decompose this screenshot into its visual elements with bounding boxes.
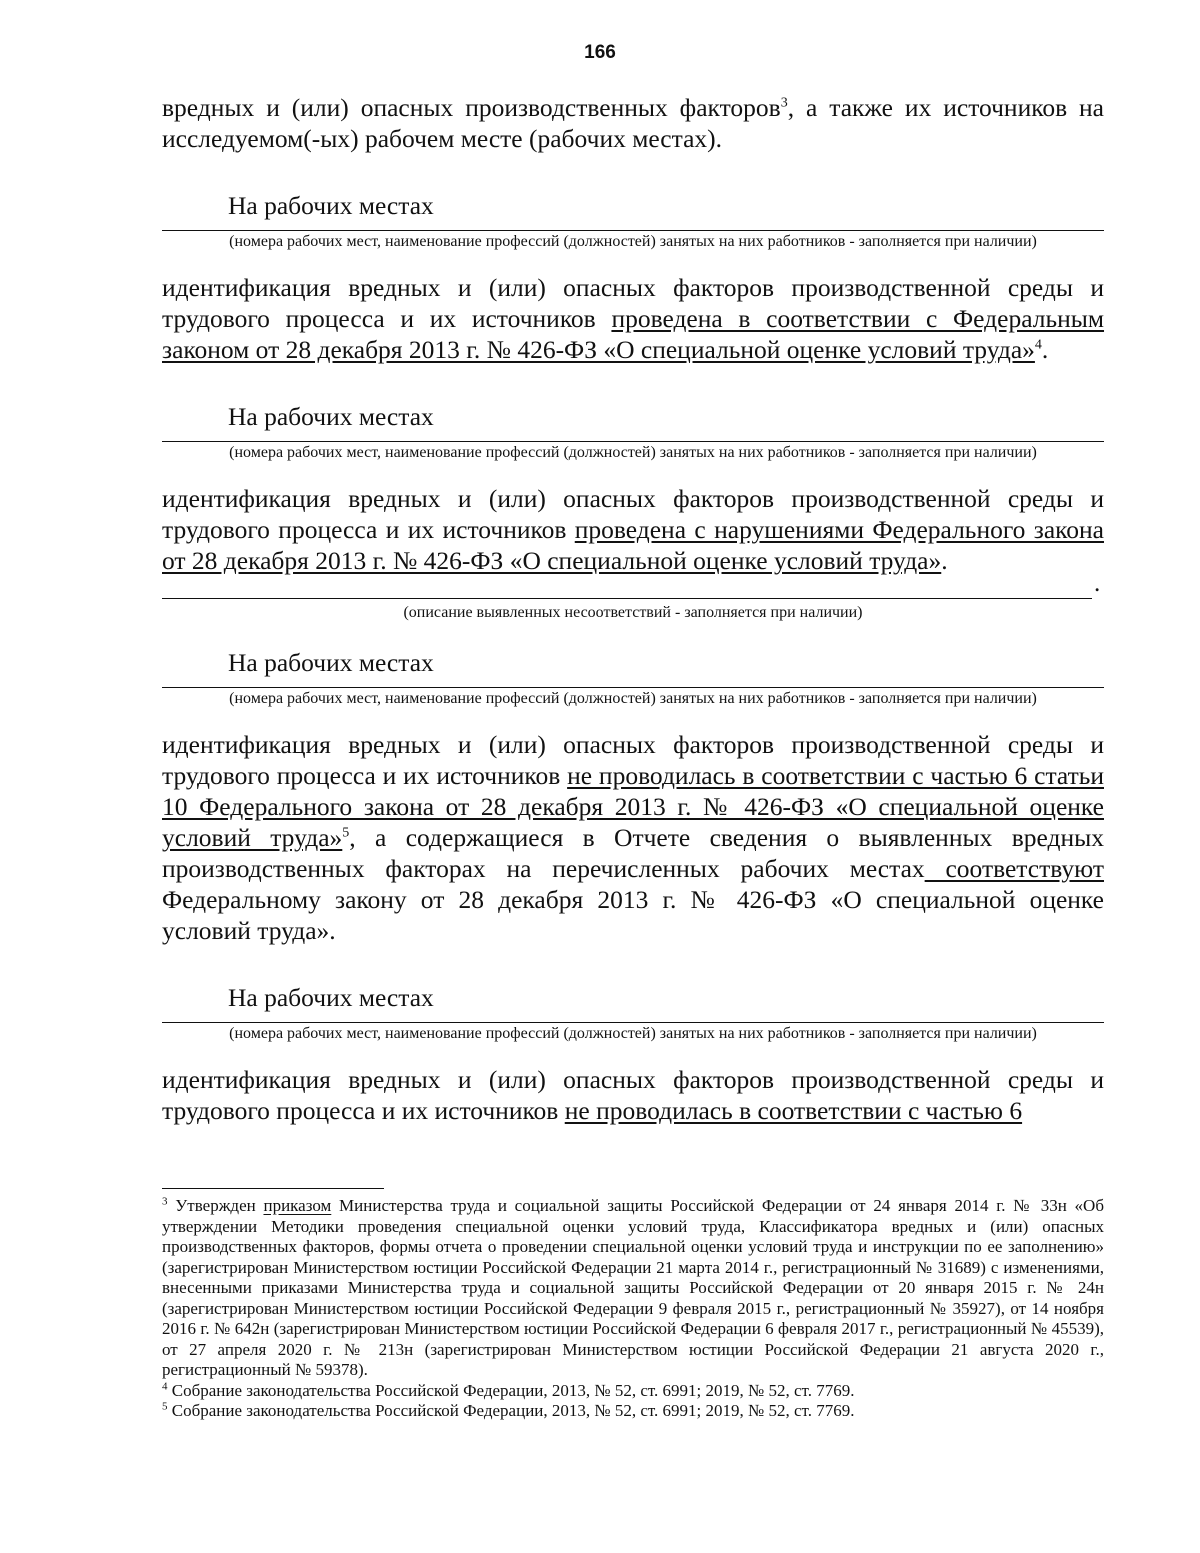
workplaces-hint: (номера рабочих мест, наименование профессий (должностей) занятых на них работников - заполняется при наличии) <box>229 1025 1037 1042</box>
paragraph-tail: . <box>1041 335 1049 364</box>
paragraph-tail: Федеральному закону от 28 декабря 2013 г. № 426-ФЗ «О специальной оценке условий труда». <box>162 885 1104 945</box>
footnote-3 <box>162 1196 1104 1381</box>
identification-paragraph-4 <box>162 1064 1104 1126</box>
workplaces-label: На рабочих местах <box>228 402 434 431</box>
line-end-period: . <box>1094 570 1101 597</box>
footnote-4 <box>162 1381 1104 1402</box>
footnote-number: 4 <box>162 1379 168 1392</box>
workplaces-fill-line <box>162 1022 1104 1023</box>
workplaces-label: На рабочих местах <box>228 983 434 1012</box>
paragraph-tail: . <box>941 546 948 575</box>
workplaces-fill-line <box>162 230 1104 231</box>
discrepancy-hint: (описание выявленных несоответствий - заполняется при наличии) <box>403 604 863 621</box>
order-link[interactable]: приказом <box>263 1196 332 1215</box>
footnote-ref-4[interactable]: 4 <box>1034 337 1042 353</box>
footnote-separator <box>162 1188 384 1189</box>
identification-paragraph-1 <box>162 272 1104 365</box>
page-number: 166 <box>584 42 616 63</box>
paragraph-text: идентификация вредных и (или) опасных факторов производственной среды и трудового процесса и их источников <box>162 273 1104 333</box>
footnote-5 <box>162 1401 1104 1422</box>
discrepancy-fill-row <box>162 570 1104 602</box>
footnote-text: Собрание законодательства Российской Федерации, 2013, № 52, ст. 6991; 2019, № 52, ст. 7769. <box>167 1380 855 1400</box>
footnote-text: Собрание законодательства Российской Федерации, 2013, № 52, ст. 6991; 2019, № 52, ст. 7769. <box>167 1401 855 1420</box>
underlined-text-2: соответствуют <box>924 854 1104 883</box>
underlined-text: не проводилась в соответствии с частью 6 статьи 10 Федерального закона от 28 декабря 2013 г. № 426-ФЗ «О специальной оценке условий труда» <box>162 761 1104 852</box>
footnote-text: Министерства труда и социальной защиты Российской Федерации от 24 января 2014 г. № 33н «Об утверждении Методики проведения специальной оценки условий труда, Классификатора вредных и (или) опасных производственных факторов, формы отчета о проведении специальной оценки условий труда и инструкции по ее заполнению» (зарегистрирован Министерством юстиции Российской Федерации 21 марта 2014 г., регистрационный № 31689) с изменениями, внесенными приказами Министерства труда и социальной защиты Российской Федерации от 20 января 2015 г. № 24н (зарегистрирован Министерством юстиции Российской Федерации 9 февраля 2015 г., регистрационный № 35927), от 14 ноября 2016 г. № 642н (зарегистрирован Министерством юстиции Российской Федерации 6 февраля 2017 г., регистрационный № 45539), от 27 апреля 2020 г. № 213н (зарегистрирован Министерством юстиции Российской Федерации 21 августа 2020 г., регистрационный № 59378). <box>162 1196 1104 1379</box>
intro-paragraph <box>162 92 1104 154</box>
footnote-text: Утвержден <box>167 1196 264 1215</box>
identification-paragraph-3 <box>162 729 1104 946</box>
paragraph-text-mid: , а содержащиеся в Отчете сведения о выявленных вредных производственных факторах на перечисленных рабочих местах <box>162 823 1104 883</box>
workplaces-fill-line <box>162 441 1104 442</box>
workplaces-hint: (номера рабочих мест, наименование профессий (должностей) занятых на них работников - заполняется при наличии) <box>229 690 1037 707</box>
discrepancy-fill-line <box>162 598 1092 599</box>
footnotes <box>162 1196 1104 1422</box>
underlined-text: проведена с нарушениями Федерального закона от 28 декабря 2013 г. № 426-ФЗ «О специальной оценке условий труда» <box>162 515 1104 575</box>
identification-paragraph-2 <box>162 483 1104 576</box>
footnote-number: 5 <box>162 1400 168 1413</box>
underlined-text: проведена в соответствии с Федеральным законом от 28 декабря 2013 г. № 426-ФЗ «О специальной оценке условий труда» <box>162 304 1105 364</box>
footnote-ref-5[interactable]: 5 <box>342 825 350 841</box>
intro-text-tail: , а также их источников на исследуемом(-ых) рабочем месте (рабочих местах). <box>162 93 1105 153</box>
footnote-ref-3[interactable]: 3 <box>780 95 788 111</box>
paragraph-text: идентификация вредных и (или) опасных факторов производственной среды и трудового процесса и их источников <box>162 1065 1104 1125</box>
intro-text: вредных и (или) опасных производственных факторов <box>162 93 781 122</box>
underlined-text: не проводилась в соответствии с частью 6 <box>564 1096 1023 1125</box>
paragraph-text: идентификация вредных и (или) опасных факторов производственной среды и трудового процесса и их источников <box>162 484 1104 544</box>
workplaces-label: На рабочих местах <box>228 191 434 220</box>
workplaces-hint: (номера рабочих мест, наименование профессий (должностей) занятых на них работников - заполняется при наличии) <box>229 233 1037 250</box>
workplaces-fill-line <box>162 687 1104 688</box>
paragraph-text: идентификация вредных и (или) опасных факторов производственной среды и трудового процесса и их источников <box>162 730 1104 790</box>
workplaces-hint: (номера рабочих мест, наименование профессий (должностей) занятых на них работников - заполняется при наличии) <box>229 444 1037 461</box>
footnote-number: 3 <box>162 1195 168 1208</box>
workplaces-label: На рабочих местах <box>228 648 434 677</box>
main-content <box>162 92 1104 1126</box>
